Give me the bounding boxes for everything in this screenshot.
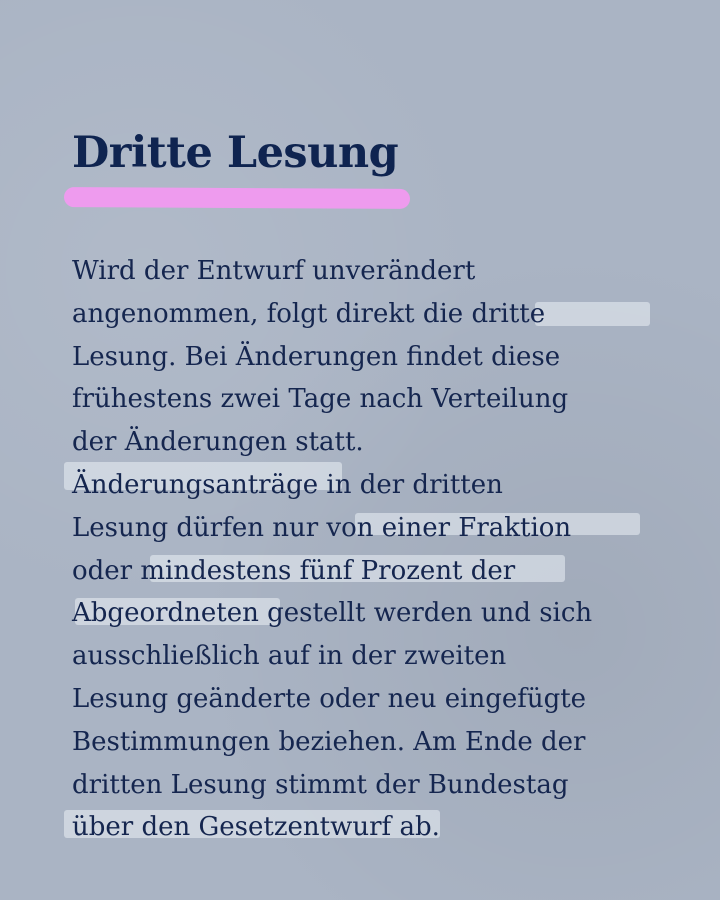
body-line: frühestens zwei Tage nach Verteilung	[72, 384, 569, 415]
body-line: Änderungsanträge in der dritten	[72, 469, 503, 500]
body-line: Lesung dürfen nur von einer Fraktion	[72, 512, 572, 543]
body-line: dritten Lesung stimmt der Bundestag	[72, 769, 569, 800]
body-line: Wird der Entwurf unverändert	[72, 256, 476, 286]
body-line: ausschließlich auf in der zweiten	[72, 641, 507, 672]
body-line: Lesung geänderte oder neu eingefügte	[72, 683, 587, 714]
body-line: oder mindestens fünf Prozent der	[72, 555, 516, 586]
body-line: Lesung. Bei Änderungen findet diese	[72, 341, 561, 372]
body-line: angenommen, folgt direkt die dritte	[72, 298, 546, 329]
body-line: der Änderungen statt.	[72, 427, 364, 458]
body-line: Abgeordneten gestellt werden und sich	[72, 598, 593, 629]
title-underline-stroke	[64, 187, 410, 209]
body-text	[72, 250, 592, 849]
body-line: Bestimmungen beziehen. Am Ende der	[72, 726, 586, 757]
body-line: über den Gesetzentwurf ab.	[72, 812, 440, 843]
page-title: Dritte Lesung	[72, 128, 399, 178]
